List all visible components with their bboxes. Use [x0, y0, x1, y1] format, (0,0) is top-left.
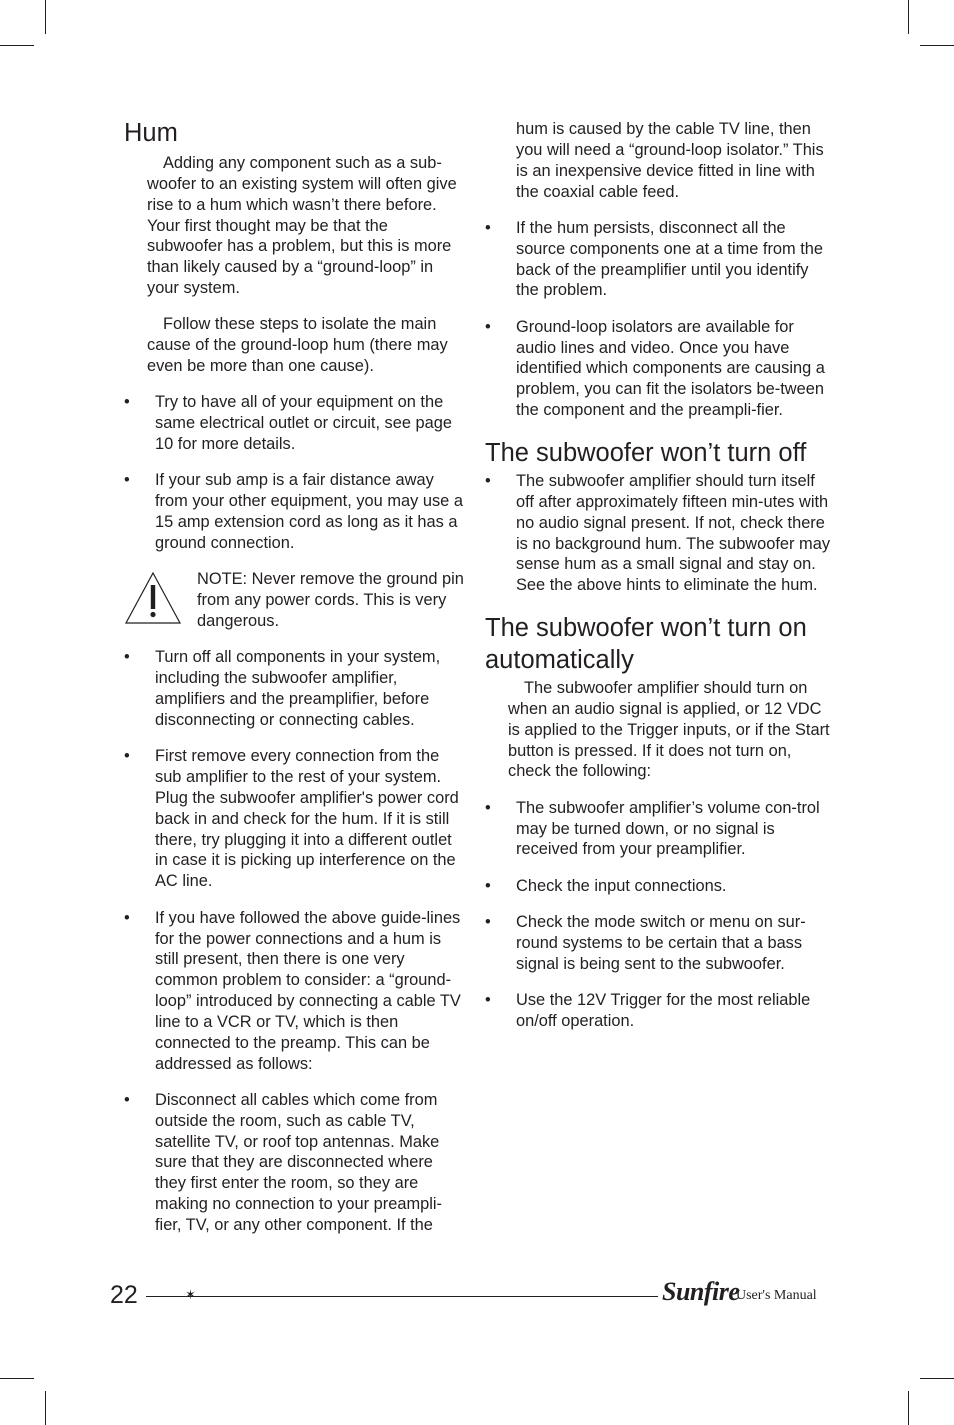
intro-paragraph: Adding any component such as a sub-woofer to an existing system will often give rise to a hum which wasn’t there before. Your first thought may be that the subwoofer has a problem, but this is more than likely caused by a “ground-loop” in your system.	[147, 154, 457, 298]
list-item: • Disconnect all cables which come from outside the room, such as cable TV, satellite TV, or roof top antennas. Make sure that they are disconnected where they first enter the room, so they are making no connection to your preampli-fier, TV, or any other component. If the	[124, 1090, 442, 1234]
list-item: • Check the input connections.	[485, 876, 727, 895]
continuation-text: hum is caused by the cable TV line, then you will need a “ground-loop isolator.” This is an inexpensive device fitted in line with the coaxial cable feed.	[516, 120, 824, 201]
footer-rule	[146, 1296, 658, 1297]
list-item: • Try to have all of your equipment on the same electrical outlet or circuit, see page 10 for more details.	[124, 393, 452, 454]
list-item: • If you have followed the above guide-lines for the power connections and a hum is still present, then there is one very common problem to consider: a “ground-loop” introduced by connecting a cable TV line to a VCR or TV, which is then connected to the preamp. This can be addressed as follows:	[124, 908, 461, 1073]
bullet-dot: •	[485, 317, 491, 336]
bullet-dot: •	[124, 1090, 130, 1109]
steps-paragraph: Follow these steps to isolate the main cause of the ground-loop hum (there may even be more than one cause).	[147, 315, 448, 376]
crop-mark	[0, 1378, 34, 1379]
bullet-dot: •	[124, 393, 130, 412]
crop-mark	[45, 0, 46, 34]
section-heading-hum: Hum	[124, 119, 178, 147]
crop-mark	[908, 1391, 909, 1425]
right-column	[485, 119, 833, 1047]
list-item: • First remove every connection from the sub amplifier to the rest of your system. Plug the subwoofer amplifier's power cord back in and check for the hum. If it is still there, try plugging it into a different outlet in case it is picking up interference on the AC line.	[124, 747, 459, 891]
left-column	[124, 117, 466, 1251]
warning-triangle-icon	[124, 571, 182, 625]
note-text: NOTE: Never remove the ground pin from any power cords. This is very dangerous.	[197, 570, 464, 631]
list-item: • Turn off all components in your system, including the subwoofer amplifier, amplifiers and the preamplifier, before disconnecting or connecting cables.	[124, 648, 441, 729]
bullet-dot: •	[485, 471, 491, 490]
bullet-dot: •	[124, 908, 130, 927]
bullet-dot: •	[485, 218, 491, 237]
brand-logo: Sunfire	[662, 1277, 740, 1306]
bullet-dot: •	[124, 471, 130, 490]
bullet-dot: •	[485, 991, 491, 1010]
crop-mark	[908, 0, 909, 34]
bullet-dot: •	[124, 648, 130, 667]
crop-mark	[920, 1378, 954, 1379]
crop-mark	[45, 1391, 46, 1425]
bullet-dot: •	[485, 798, 491, 817]
bullet-dot: •	[124, 747, 130, 766]
manual-label: User's Manual	[736, 1288, 817, 1303]
crop-mark	[920, 45, 954, 46]
bullet-dot: •	[485, 876, 491, 895]
list-item: • If the hum persists, disconnect all the source components one at a time from the back of the preamplifier until you identify the problem.	[485, 218, 824, 300]
section-heading-turn-off: The subwoofer won’t turn off	[485, 438, 807, 467]
list-item: • Ground-loop isolators are available for audio lines and video. Once you have identified which components are causing a problem, you can fit the isolators be-tween the component and the preampli-fier.	[485, 317, 825, 420]
list-item: • The subwoofer amplifier should turn itself off after approximately fifteen min-utes with no audio signal present. If not, check there is no background hum. The subwoofer may sense hum as a small signal and stay on. See the above hints to eliminate the hum.	[485, 471, 831, 595]
turn-on-paragraph: The subwoofer amplifier should turn on when an audio signal is applied, or 12 VDC is applied to the Trigger inputs, or if the Start button is pressed. If it does not turn on, check the following:	[508, 679, 830, 781]
section-heading-turn-on: The subwoofer won’t turn on automatically	[485, 614, 807, 675]
list-item: • The subwoofer amplifier’s volume con-trol may be turned down, or no signal is received from your preamplifier.	[485, 798, 820, 859]
bullet-dot: •	[485, 913, 491, 932]
warning-note	[124, 569, 466, 632]
list-item: • Use the 12V Trigger for the most reliable on/off operation.	[485, 991, 811, 1030]
crop-mark	[0, 45, 34, 46]
list-item: • If your sub amp is a fair distance away from your other equipment, you may use a 15 amp extension cord as long as it has a ground connection.	[124, 471, 463, 552]
page-number: 22	[110, 1281, 138, 1309]
star-icon: ✶	[185, 1287, 196, 1302]
list-item: • Check the mode switch or menu on sur-round systems to be certain that a bass signal is being sent to the subwoofer.	[485, 913, 806, 973]
